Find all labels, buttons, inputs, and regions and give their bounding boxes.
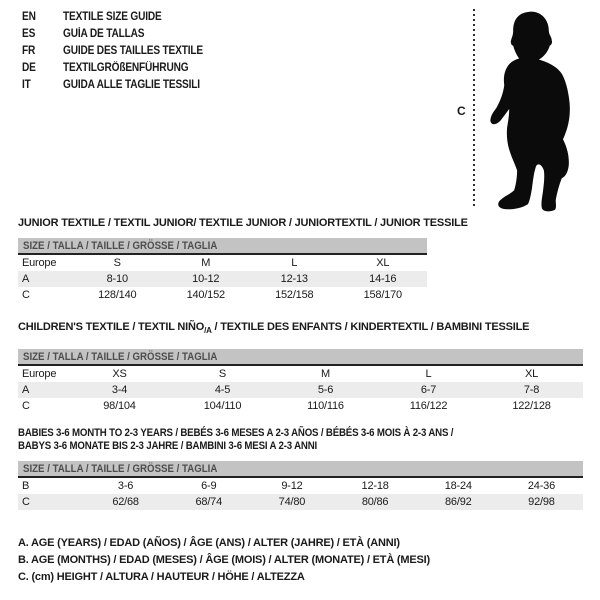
table-row-age-months <box>18 478 583 494</box>
table-cell: C <box>22 496 30 508</box>
table-cell: 14-16 <box>369 273 397 285</box>
table-cell: 3-4 <box>111 384 128 396</box>
children-size-table <box>18 349 583 414</box>
table-cell: A <box>22 273 30 285</box>
baby-silhouette-image <box>483 8 575 212</box>
table-cell: 116/122 <box>409 400 448 412</box>
table-cell: C <box>22 400 30 412</box>
children-heading-text: CHILDREN'S TEXTILE / TEXTIL $NIÑO_{/A}$ / TEXTILE DES ENFANTS / KINDERTEXTIL / BAMBINI TESSILE <box>18 321 530 336</box>
table-cell: A <box>22 384 30 396</box>
language-title-list <box>22 9 222 94</box>
table-cell: 10-12 <box>192 273 220 285</box>
table-cell: Europe <box>22 368 57 380</box>
note-c: C. (cm) HEIGHT / ALTURA / HAUTEUR / HÖHE / ALTEZZA <box>18 571 305 583</box>
table-cell: C <box>22 289 30 301</box>
table-cell: 24-36 <box>527 480 556 492</box>
table-cell: XL <box>524 368 539 380</box>
language-title: TEXTILE SIZE GUIDE <box>63 11 162 23</box>
table-cell: 86/92 <box>445 496 472 508</box>
language-code: EN <box>22 11 36 23</box>
table-row-height <box>18 398 583 414</box>
table-cell: 122/128 <box>512 400 551 412</box>
language-row-de <box>22 60 222 77</box>
note-a: A. AGE (YEARS) / EDAD (AÑOS) / ÂGE (ANS) / ALTER (JAHRE) / ETÀ (ANNI) <box>18 537 400 549</box>
language-title: TEXTILGRÖßENFÜHRUNG <box>63 62 189 74</box>
table-cell: S <box>218 368 227 380</box>
language-row-es <box>22 26 222 43</box>
size-header-bar <box>18 349 583 366</box>
table-cell: 62/68 <box>112 496 139 508</box>
junior-section-heading <box>18 217 468 230</box>
table-cell: 80/86 <box>361 496 389 508</box>
table-cell: 140/152 <box>186 289 225 301</box>
language-title: GUIDE DES TAILLES TEXTILE <box>63 45 203 57</box>
table-row-height <box>18 287 427 303</box>
children-section-heading <box>18 321 529 337</box>
table-cell: M <box>321 368 330 380</box>
table-cell: XL <box>376 257 390 269</box>
language-row-en <box>22 9 222 26</box>
table-cell: M <box>201 257 211 269</box>
junior-heading-text: JUNIOR TEXTILE / TEXTIL JUNIOR/ TEXTILE JUNIOR / JUNIORTEXTIL / JUNIOR TESSILE <box>18 217 468 229</box>
table-cell: 158/170 <box>363 289 402 301</box>
table-row-height <box>18 494 583 510</box>
table-cell: 104/110 <box>203 400 242 412</box>
children-heading-sub: /A <box>204 326 212 336</box>
table-cell: 110/116 <box>307 400 344 412</box>
babies-heading-line2: BABYS 3-6 MONATE BIS 2-3 JAHRE / BAMBINI 3-6 MESI A 2-3 ANNI <box>18 440 318 452</box>
babies-section-heading <box>18 427 513 453</box>
table-cell: 4-5 <box>214 384 231 396</box>
language-code: DE <box>22 62 36 74</box>
language-title: GUIDA ALLE TAGLIE TESSILI <box>63 79 200 91</box>
note-b: B. AGE (MONTHS) / EDAD (MESES) / ÂGE (MOIS) / ALTER (MONATE) / ETÀ (MESI) <box>18 554 430 566</box>
size-header-text: SIZE / TALLA / TAILLE / GRÖSSE / TAGLIA <box>23 351 218 363</box>
table-cell: 74/80 <box>278 496 306 508</box>
size-header-bar <box>18 461 583 478</box>
table-cell: 6-7 <box>420 384 437 396</box>
table-cell: S <box>113 257 121 269</box>
table-cell: 152/158 <box>275 289 314 301</box>
language-row-fr <box>22 43 222 60</box>
table-row-europe <box>18 366 583 382</box>
legend-notes <box>18 535 430 586</box>
height-measure-label: C <box>457 104 466 118</box>
table-cell: Europe <box>22 257 57 269</box>
table-cell: L <box>425 368 432 380</box>
language-code: ES <box>22 28 36 40</box>
table-row-europe <box>18 255 427 271</box>
table-cell: 6-9 <box>201 480 217 492</box>
size-header-text: SIZE / TALLA / TAILLE / GRÖSSE / TAGLIA <box>23 240 218 252</box>
size-header-bar <box>18 238 427 255</box>
table-cell: 92/98 <box>528 496 555 508</box>
table-cell: 7-8 <box>523 384 540 396</box>
table-cell: 128/140 <box>98 289 137 301</box>
table-cell: 68/74 <box>195 496 223 508</box>
table-row-age <box>18 271 427 287</box>
language-row-it <box>22 77 222 94</box>
height-measure-dotted-line <box>473 9 475 208</box>
table-cell: 12-18 <box>361 480 389 492</box>
table-cell: 3-6 <box>117 480 134 492</box>
junior-size-table <box>18 238 427 303</box>
size-header-text: SIZE / TALLA / TAILLE / GRÖSSE / TAGLIA <box>23 463 218 475</box>
table-cell: B <box>22 480 30 492</box>
table-cell: 8-10 <box>106 273 128 285</box>
table-cell: 9-12 <box>281 480 303 492</box>
language-code: IT <box>22 79 31 91</box>
language-title: GUÍA DE TALLAS <box>63 28 145 40</box>
table-row-age <box>18 382 583 398</box>
language-code: FR <box>22 45 36 57</box>
table-cell: 18-24 <box>444 480 472 492</box>
table-cell: XS <box>112 368 127 380</box>
table-cell: 12-13 <box>280 273 308 285</box>
babies-size-table <box>18 461 583 510</box>
table-cell: L <box>291 257 298 269</box>
table-cell: 98/104 <box>103 400 136 412</box>
babies-heading-line1: BABIES 3-6 MONTH TO 2-3 YEARS / BEBÉS 3-6 MESES A 2-3 AÑOS / BÉBÉS 3-6 MOIS À 2-3 ANS / <box>18 427 454 439</box>
table-cell: 5-6 <box>317 384 334 396</box>
